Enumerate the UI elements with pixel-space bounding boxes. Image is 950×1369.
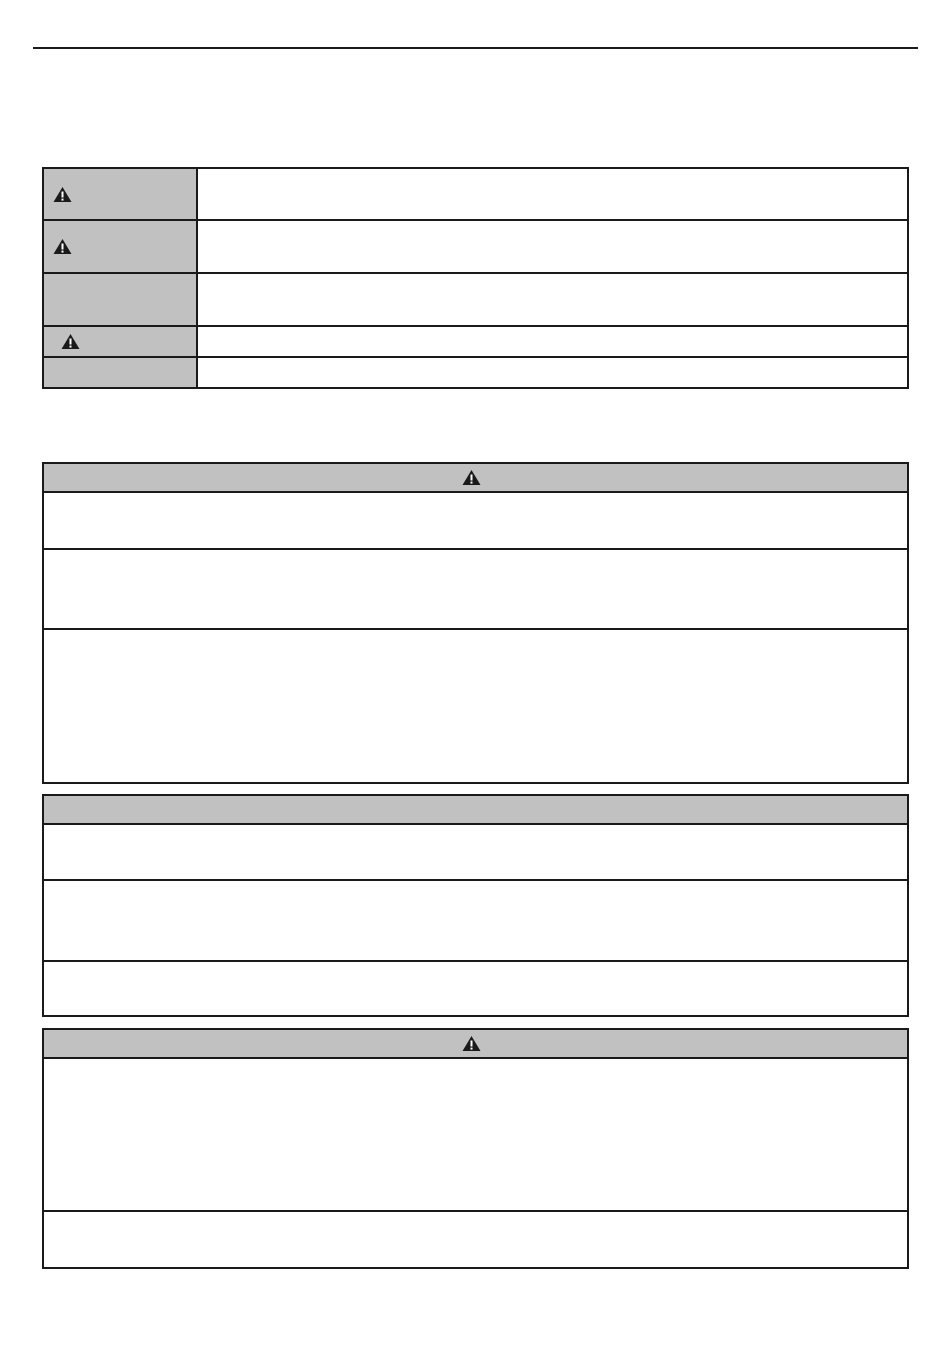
legend-description — [198, 274, 907, 325]
notice-row — [44, 493, 907, 550]
legend-row — [44, 221, 907, 274]
legend-row — [44, 274, 907, 327]
warning-triangle-icon — [53, 186, 72, 203]
notice-row — [44, 1059, 907, 1212]
notice-row — [44, 1212, 907, 1267]
legend-description — [198, 169, 907, 219]
warning-notice-box — [42, 1028, 909, 1269]
notice-header — [44, 464, 907, 493]
notice-row — [44, 881, 907, 962]
legend-key — [44, 221, 198, 272]
legend-key — [44, 169, 198, 219]
legend-key — [44, 274, 198, 325]
legend-key — [44, 358, 198, 387]
legend-key — [44, 327, 198, 356]
notice-row — [44, 630, 907, 782]
legend-row — [44, 327, 907, 358]
legend-description — [198, 221, 907, 272]
legend-description — [198, 327, 907, 356]
warning-triangle-icon — [462, 1035, 481, 1052]
notice-row — [44, 825, 907, 881]
legend-description — [198, 358, 907, 387]
notice-header — [44, 796, 907, 825]
warning-triangle-icon — [462, 469, 481, 486]
warning-notice-box — [42, 462, 909, 784]
symbol-legend-table — [42, 167, 909, 389]
top-rule — [33, 47, 918, 49]
notice-row — [44, 550, 907, 630]
notice-row — [44, 962, 907, 1015]
warning-triangle-icon — [61, 333, 80, 350]
notice-header — [44, 1030, 907, 1059]
notice-box — [42, 794, 909, 1017]
warning-triangle-icon — [53, 238, 72, 255]
legend-row — [44, 169, 907, 221]
legend-row — [44, 358, 907, 387]
